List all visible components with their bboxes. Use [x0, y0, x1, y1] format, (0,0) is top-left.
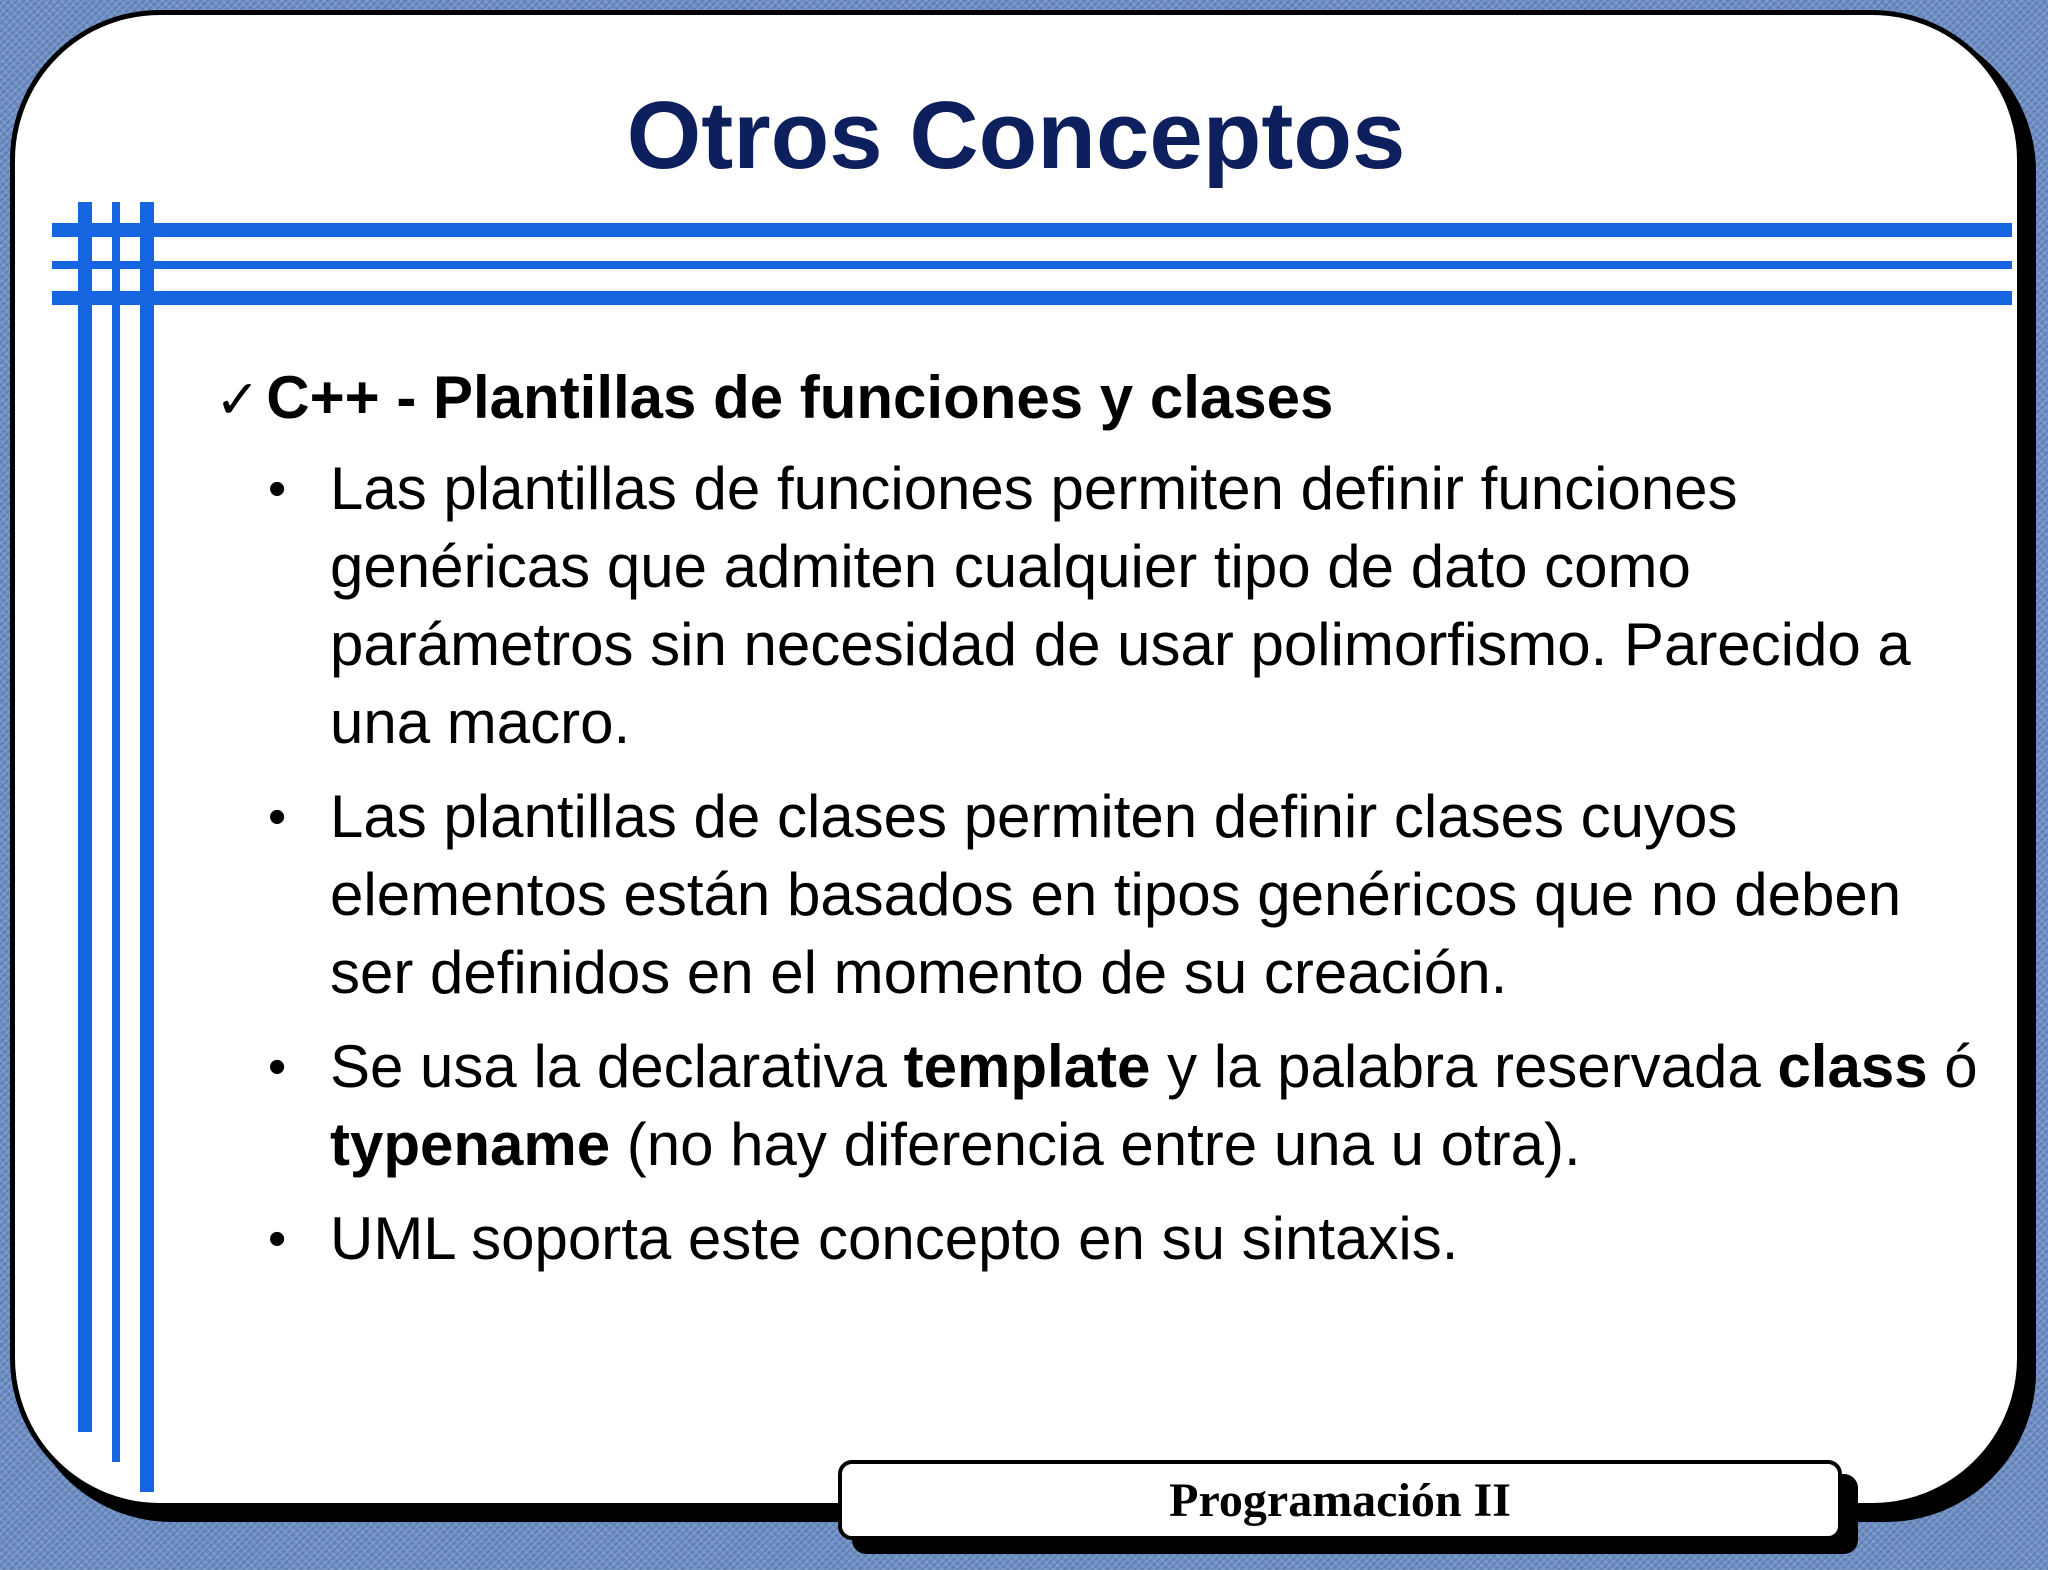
- bullet-item: [268, 778, 1995, 1012]
- bullet-dot-icon: •: [268, 788, 287, 846]
- slide-content: [215, 360, 1995, 1294]
- bullet-keyword: typename: [330, 1111, 611, 1178]
- decor-hline-1: [52, 223, 2012, 237]
- slide: [10, 10, 2022, 1508]
- checkmark-icon: ✓: [215, 368, 261, 431]
- bullet-text: Las plantillas de funciones permiten definir funciones genéricas que admiten cualquier tipo de dato como parámetros sin necesidad de usar polimorfismo. Parecido a una macro.: [330, 455, 1911, 756]
- decor-vline-2: [112, 202, 120, 1462]
- bullet-text: Se usa la declarativa: [330, 1033, 904, 1100]
- decor-vline-1: [78, 202, 92, 1432]
- bullet-list: [215, 450, 1995, 1278]
- bullet-item: [268, 450, 1995, 762]
- slide-title: Otros Conceptos: [626, 82, 1406, 189]
- section-heading: [215, 360, 1995, 438]
- bullet-keyword: class: [1777, 1033, 1928, 1100]
- bullet-text: (no hay diferencia entre una u otra).: [610, 1111, 1581, 1178]
- section-heading-text: C++ - Plantillas de funciones y clases: [266, 364, 1334, 431]
- bullet-text: Las plantillas de clases permiten definir clases cuyos elementos están basados en tipos genéricos que no deben ser definidos en el momento de su creación.: [330, 783, 1902, 1006]
- footer-label: Programación II: [838, 1460, 1842, 1540]
- decor-vline-3: [140, 202, 154, 1492]
- bullet-dot-icon: •: [268, 460, 287, 518]
- decor-hline-2: [52, 261, 2012, 269]
- bullet-keyword: template: [903, 1033, 1151, 1100]
- bullet-text: UML soporta este concepto en su sintaxis.: [330, 1205, 1459, 1272]
- bullet-dot-icon: •: [268, 1038, 287, 1096]
- bullet-dot-icon: •: [268, 1210, 287, 1268]
- bullet-item: [268, 1200, 1995, 1278]
- decor-hline-3: [52, 291, 2012, 305]
- bullet-text: y la palabra reservada: [1150, 1033, 1778, 1100]
- bullet-text: ó: [1927, 1033, 1978, 1100]
- bullet-item: [268, 1028, 1995, 1184]
